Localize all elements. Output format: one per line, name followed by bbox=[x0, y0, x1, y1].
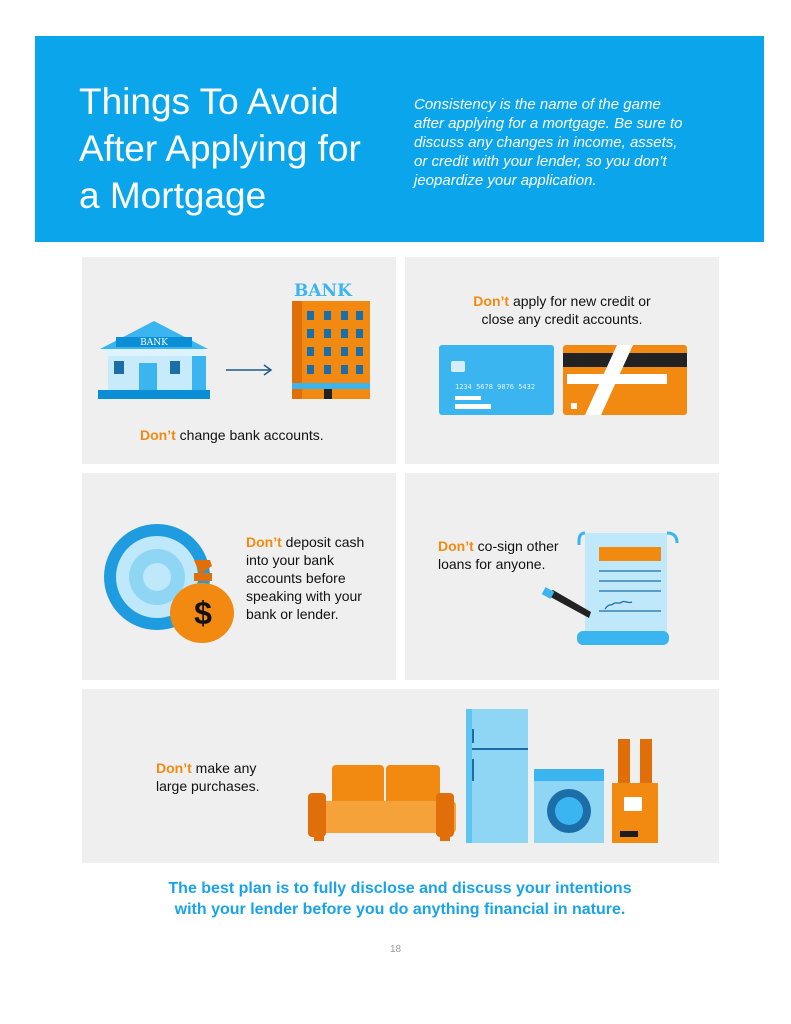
panel-bank-accounts bbox=[82, 257, 396, 464]
blue-credit-card-icon bbox=[439, 345, 554, 415]
intro-text: Consistency is the name of the game after applying for a mortgage. Be sure to discuss any changes in income, assets, or credit with your lender, so you don’t jeopardize your application. bbox=[414, 96, 683, 189]
page-number: 18 bbox=[389, 944, 402, 955]
dollar-sign-icon: $ bbox=[194, 595, 212, 631]
page-title: Things To Avoid After Applying for a Mortgage bbox=[79, 81, 361, 216]
panel-credit bbox=[405, 257, 719, 464]
panel-co-sign bbox=[405, 473, 719, 680]
caption-credit: Don’t apply for new credit or close any credit accounts. bbox=[473, 293, 651, 327]
purchases-illustration bbox=[82, 689, 719, 863]
document-icon bbox=[577, 533, 677, 645]
caption-bank-accounts: Don’t change bank accounts. bbox=[140, 427, 324, 443]
footer-advice: The best plan is to fully disclose and discuss your intentions with your lender before you do anything financial in nature. bbox=[168, 880, 632, 918]
orange-credit-card-icon bbox=[563, 345, 687, 415]
bank-sign-small: BANK bbox=[140, 338, 168, 348]
sofa-icon bbox=[308, 765, 456, 841]
credit-cards-illustration bbox=[405, 257, 719, 464]
caption-co-sign: Don’t co-sign other loans for anyone. bbox=[438, 538, 559, 572]
washing-machine-icon bbox=[534, 769, 604, 843]
bank-sign-large: BANK bbox=[294, 281, 352, 301]
panel-large-purchases bbox=[82, 689, 719, 863]
pen-icon bbox=[542, 587, 591, 618]
header-banner bbox=[35, 36, 764, 242]
card-number: 1234 5678 9876 5432 bbox=[455, 383, 536, 391]
large-bank-icon bbox=[292, 281, 370, 399]
refrigerator-icon bbox=[466, 709, 528, 843]
panel-deposit-cash bbox=[82, 473, 396, 680]
small-bank-icon bbox=[98, 321, 210, 399]
caption-large-purchases: Don’t make any large purchases. bbox=[156, 760, 260, 794]
box-icon bbox=[612, 739, 658, 843]
caption-deposit-cash: Don’t deposit cash into your bank accounts before speaking with your bank or lender. bbox=[246, 534, 365, 622]
contract-illustration bbox=[405, 473, 719, 680]
